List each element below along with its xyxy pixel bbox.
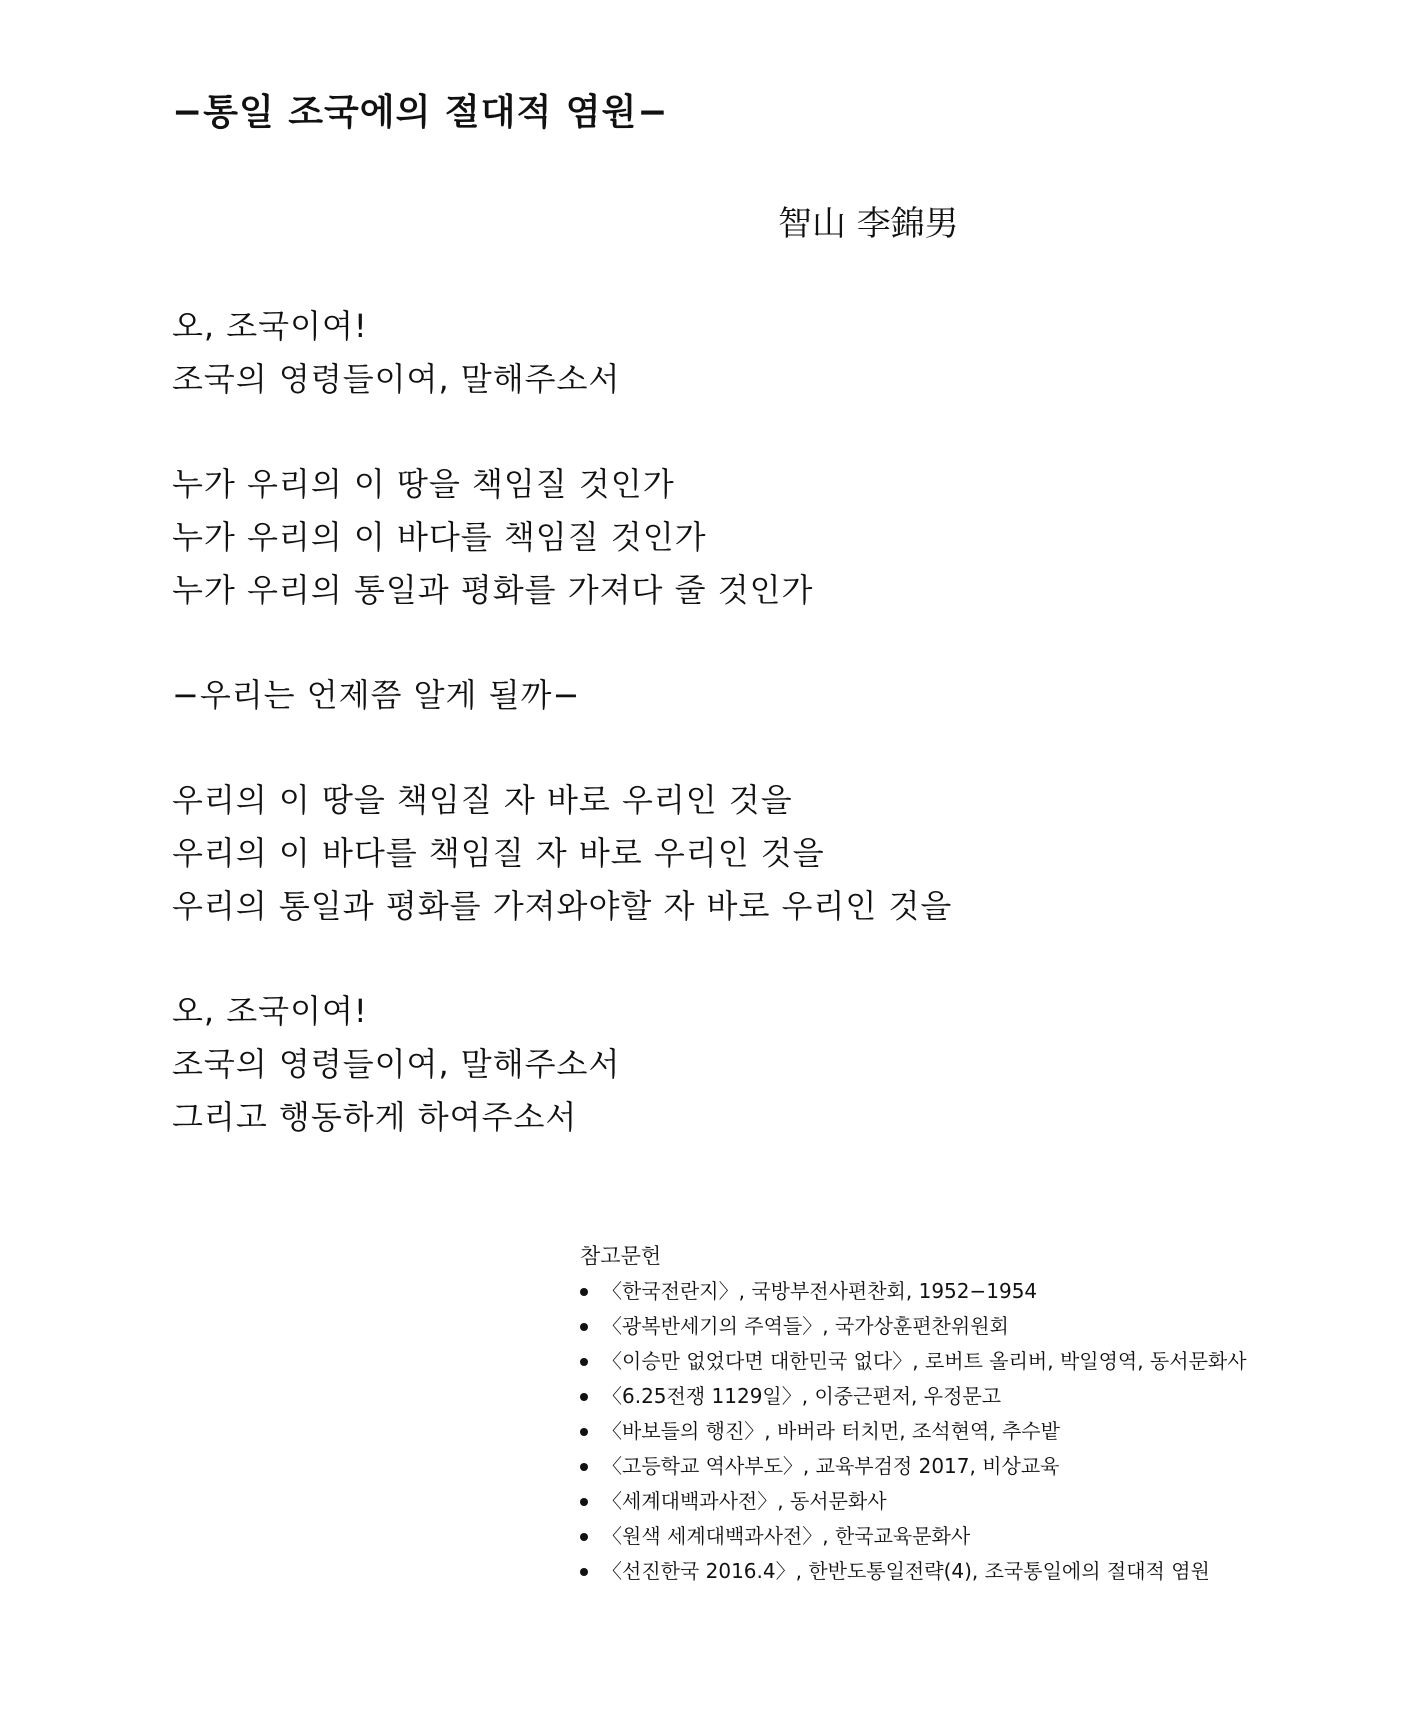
reference-item [580,1414,1380,1449]
references-section [580,1238,1380,1589]
poem-line: 그리고 행동하게 하여주소서 [172,1098,578,1136]
bullet-icon [580,1288,588,1296]
poem-body [172,300,1272,1196]
poem-line: 우리의 이 바다를 책임질 자 바로 우리인 것을 [172,834,825,872]
bullet-icon [580,1393,588,1401]
bullet-icon [580,1428,588,1436]
bullet-icon [580,1498,588,1506]
reference-text: 〈선진한국 2016.4〉, 한반도통일전략(4), 조국통일에의 절대적 염원 [602,1559,1210,1583]
reference-item [580,1379,1380,1414]
poem-line: 누가 우리의 이 땅을 책임질 것인가 [172,465,675,503]
poem-line: 누가 우리의 이 바다를 책임질 것인가 [172,518,707,556]
reference-text: 〈6.25전쟁 1129일〉, 이중근편저, 우정문고 [602,1384,1002,1408]
reference-text: 〈고등학교 역사부도〉, 교육부검정 2017, 비상교육 [602,1454,1060,1478]
poem-line: 조국의 영령들이여, 말해주소서 [172,360,621,398]
stanza [172,300,1272,406]
reference-item [580,1344,1380,1379]
bullet-icon [580,1533,588,1541]
references-list [580,1274,1380,1589]
author-name: 智山 李錦男 [778,204,959,244]
reference-item [580,1519,1380,1554]
poem-line: 우리의 통일과 평화를 가져와야할 자 바로 우리인 것을 [172,887,953,925]
poem-line: 오, 조국이여! [172,992,368,1030]
reference-item [580,1554,1380,1589]
stanza [172,669,1272,722]
poem-line: 우리의 이 땅을 책임질 자 바로 우리인 것을 [172,781,793,819]
bullet-icon [580,1358,588,1366]
reference-text: 〈세계대백과사전〉, 동서문화사 [602,1489,887,1513]
reference-item [580,1449,1380,1484]
reference-text: 〈광복반세기의 주역들〉, 국가상훈편찬위원회 [602,1314,1009,1338]
reference-item [580,1274,1380,1309]
reference-text: 〈바보들의 행진〉, 바버라 터치먼, 조석현역, 추수밭 [602,1419,1060,1443]
stanza [172,774,1272,933]
references-heading: 참고문헌 [580,1244,662,1268]
stanza [172,985,1272,1144]
bullet-icon [580,1568,588,1576]
poem-line: 오, 조국이여! [172,307,368,345]
poem-line: 조국의 영령들이여, 말해주소서 [172,1045,621,1083]
reference-item [580,1484,1380,1519]
reference-item [580,1309,1380,1344]
reference-text: 〈이승만 없었다면 대한민국 없다〉, 로버트 올리버, 박일영역, 동서문화사 [602,1349,1247,1373]
poem-line: 누가 우리의 통일과 평화를 가져다 줄 것인가 [172,571,814,609]
poem-line: −우리는 언제쯤 알게 될까− [172,676,581,714]
bullet-icon [580,1463,588,1471]
bullet-icon [580,1323,588,1331]
reference-text: 〈한국전란지〉, 국방부전사편찬회, 1952−1954 [602,1279,1038,1303]
poem-title: −통일 조국에의 절대적 염원− [172,92,669,133]
reference-text: 〈원색 세계대백과사전〉, 한국교육문화사 [602,1524,971,1548]
stanza [172,458,1272,617]
